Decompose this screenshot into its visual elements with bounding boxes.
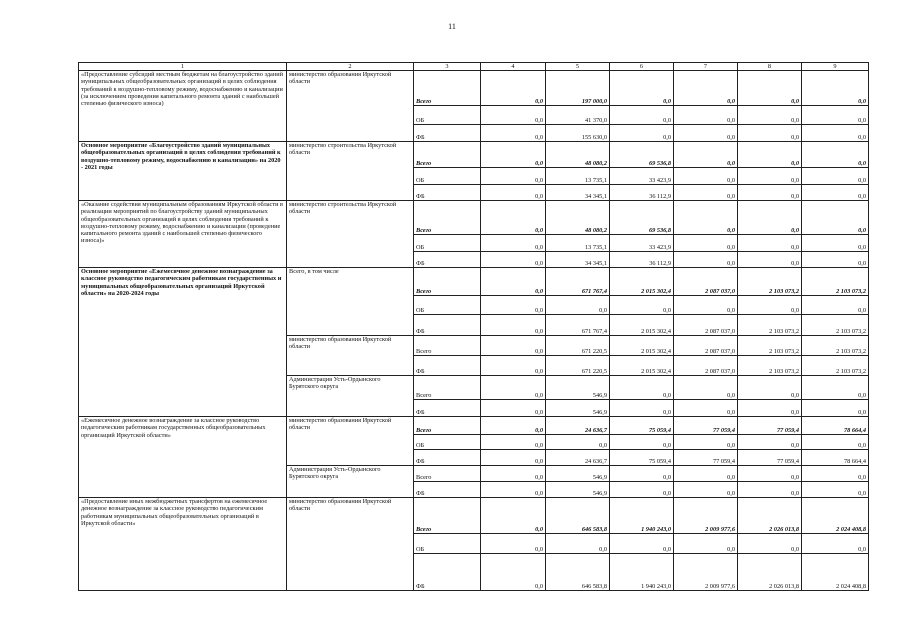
funding-source: ФБ: [414, 482, 481, 498]
value-cell: 2 024 408,8: [802, 498, 869, 534]
value-cell: 0,0: [674, 482, 738, 498]
funding-source: ФБ: [414, 356, 481, 376]
value-cell: 0,0: [674, 142, 738, 168]
value-cell: 2 103 073,2: [802, 336, 869, 356]
value-cell: 546,9: [546, 376, 610, 400]
value-cell: 69 536,8: [610, 201, 674, 235]
value-cell: 0,0: [674, 534, 738, 554]
value-cell: 671 220,5: [546, 356, 610, 376]
column-header: 8: [738, 63, 802, 71]
event-title: Основное мероприятие «Ежемесячное денежное вознаграждение за классное руководство педагогическим работникам государственных и муниципальных общеобразовательных организаций Иркутской области» на 2020-2024 годы: [79, 268, 287, 417]
value-cell: 48 080,2: [546, 142, 610, 168]
value-cell: 0,0: [610, 106, 674, 125]
value-cell: 2 015 302,4: [610, 268, 674, 296]
value-cell: 33 423,9: [610, 235, 674, 252]
value-cell: 2 009 977,6: [674, 554, 738, 591]
value-cell: 0,0: [738, 435, 802, 450]
funding-source: ФБ: [414, 554, 481, 591]
value-cell: 36 112,9: [610, 252, 674, 268]
table-row: [79, 268, 869, 296]
value-cell: 0,0: [802, 296, 869, 315]
value-cell: 13 735,1: [546, 168, 610, 185]
value-cell: 0,0: [674, 376, 738, 400]
value-cell: 0,0: [610, 400, 674, 417]
executor-cell: министерство строительства Иркутской области: [287, 201, 414, 268]
value-cell: 0,0: [481, 554, 546, 591]
funding-source: Всего: [414, 466, 481, 482]
value-cell: 0,0: [738, 71, 802, 106]
value-cell: 0,0: [738, 482, 802, 498]
funding-source: ФБ: [414, 450, 481, 466]
column-header: 7: [674, 63, 738, 71]
value-cell: 0,0: [610, 376, 674, 400]
value-cell: 36 112,9: [610, 185, 674, 201]
value-cell: 77 059,4: [674, 417, 738, 435]
executor-cell: Всего, в том числе: [287, 268, 414, 336]
value-cell: 75 059,4: [610, 450, 674, 466]
value-cell: 0,0: [674, 71, 738, 106]
funding-source: ОБ: [414, 168, 481, 185]
value-cell: 0,0: [610, 71, 674, 106]
value-cell: 0,0: [481, 235, 546, 252]
funding-source: ОБ: [414, 235, 481, 252]
table-row: [79, 498, 869, 534]
value-cell: 2 103 073,2: [802, 356, 869, 376]
value-cell: 2 103 073,2: [738, 336, 802, 356]
budget-table: [78, 62, 869, 591]
value-cell: 2 087 037,0: [674, 268, 738, 296]
value-cell: 0,0: [674, 185, 738, 201]
value-cell: 48 080,2: [546, 201, 610, 235]
value-cell: 2 103 073,2: [738, 315, 802, 336]
value-cell: 0,0: [481, 168, 546, 185]
value-cell: 0,0: [481, 376, 546, 400]
column-header: 9: [802, 63, 869, 71]
value-cell: 0,0: [802, 482, 869, 498]
funding-source: Всего: [414, 498, 481, 534]
value-cell: 197 000,0: [546, 71, 610, 106]
value-cell: 671 767,4: [546, 268, 610, 296]
value-cell: 24 636,7: [546, 450, 610, 466]
value-cell: 2 024 408,8: [802, 554, 869, 591]
event-title: «Оказание содействия муниципальным образованиям Иркутской области в реализации мероприятий по благоустройству зданий муниципальных общеобразовательных организаций в целях соблюдения требований к воздушно-тепловому режиму, водоснабжению и канализации (проведение капитального ремонта зданий с наибольшей степенью физического износа)»: [79, 201, 287, 268]
value-cell: 0,0: [738, 296, 802, 315]
value-cell: 2 103 073,2: [738, 268, 802, 296]
value-cell: 0,0: [481, 466, 546, 482]
value-cell: 0,0: [481, 336, 546, 356]
value-cell: 671 220,5: [546, 336, 610, 356]
value-cell: 0,0: [738, 376, 802, 400]
funding-source: ФБ: [414, 400, 481, 417]
table-row: [79, 142, 869, 168]
value-cell: 0,0: [481, 106, 546, 125]
executor-cell: министерство образования Иркутской области: [287, 498, 414, 591]
value-cell: 0,0: [738, 125, 802, 142]
value-cell: 0,0: [546, 296, 610, 315]
executor-cell: министерство строительства Иркутской области: [287, 142, 414, 201]
executor-cell: Администрация Усть-Ордынского Бурятского округа: [287, 466, 414, 498]
value-cell: 0,0: [481, 417, 546, 435]
value-cell: 646 583,8: [546, 498, 610, 534]
value-cell: 0,0: [802, 168, 869, 185]
value-cell: 0,0: [481, 356, 546, 376]
executor-cell: Администрация Усть-Ордынского Бурятского округа: [287, 376, 414, 417]
value-cell: 0,0: [610, 482, 674, 498]
value-cell: 2 026 013,8: [738, 498, 802, 534]
event-title: «Предоставление субсидий местным бюджетам на благоустройство зданий муниципальных общеобразовательных организаций в целях соблюдения требований к воздушно-тепловому режиму, водоснабжению и канализации (за исключением проведения капитального ремонта зданий с наибольшей степенью физического износа): [79, 71, 287, 142]
column-header: 5: [546, 63, 610, 71]
value-cell: 0,0: [481, 534, 546, 554]
value-cell: 78 664,4: [802, 450, 869, 466]
value-cell: 0,0: [610, 125, 674, 142]
value-cell: 13 735,1: [546, 235, 610, 252]
value-cell: 77 059,4: [738, 450, 802, 466]
value-cell: 0,0: [738, 400, 802, 417]
value-cell: 0,0: [738, 106, 802, 125]
value-cell: 0,0: [481, 268, 546, 296]
value-cell: 0,0: [802, 466, 869, 482]
value-cell: 0,0: [802, 252, 869, 268]
value-cell: 2 015 302,4: [610, 315, 674, 336]
funding-source: ОБ: [414, 296, 481, 315]
value-cell: 0,0: [481, 435, 546, 450]
value-cell: 0,0: [674, 125, 738, 142]
value-cell: 34 345,1: [546, 185, 610, 201]
event-title: «Предоставление иных межбюджетных трансфертов на ежемесячное денежное вознаграждение за классное руководство педагогическим работникам муниципальных общеобразовательных организаций в Иркутской области»: [79, 498, 287, 591]
value-cell: 0,0: [610, 466, 674, 482]
column-header: 3: [414, 63, 481, 71]
value-cell: 2 103 073,2: [802, 268, 869, 296]
funding-source: Всего: [414, 336, 481, 356]
value-cell: 0,0: [674, 201, 738, 235]
event-title: «Ежемесячное денежное вознаграждение за классное руководство педагогическим работникам государственных общеобразовательных организаций Иркутской области»: [79, 417, 287, 498]
funding-source: ФБ: [414, 185, 481, 201]
value-cell: 0,0: [802, 185, 869, 201]
value-cell: 77 059,4: [738, 417, 802, 435]
value-cell: 0,0: [738, 252, 802, 268]
funding-source: Всего: [414, 142, 481, 168]
value-cell: 0,0: [481, 315, 546, 336]
funding-source: Всего: [414, 71, 481, 106]
funding-source: Всего: [414, 376, 481, 400]
value-cell: 0,0: [738, 168, 802, 185]
value-cell: 0,0: [481, 296, 546, 315]
column-header: 2: [287, 63, 414, 71]
value-cell: 41 370,0: [546, 106, 610, 125]
value-cell: 0,0: [674, 435, 738, 450]
value-cell: 69 536,8: [610, 142, 674, 168]
value-cell: 0,0: [802, 400, 869, 417]
value-cell: 0,0: [674, 400, 738, 417]
value-cell: 1 940 243,0: [610, 498, 674, 534]
funding-source: ОБ: [414, 106, 481, 125]
value-cell: 0,0: [610, 435, 674, 450]
executor-cell: министерство образования Иркутской области: [287, 417, 414, 466]
value-cell: 0,0: [802, 534, 869, 554]
executor-cell: министерство образования Иркутской области: [287, 336, 414, 376]
value-cell: 0,0: [802, 235, 869, 252]
value-cell: 0,0: [738, 534, 802, 554]
value-cell: 0,0: [481, 125, 546, 142]
funding-source: ОБ: [414, 435, 481, 450]
value-cell: 0,0: [674, 296, 738, 315]
value-cell: 0,0: [546, 435, 610, 450]
value-cell: 671 767,4: [546, 315, 610, 336]
page-number: 11: [448, 22, 456, 31]
value-cell: 2 103 073,2: [802, 315, 869, 336]
value-cell: 1 940 243,0: [610, 554, 674, 591]
value-cell: 0,0: [802, 142, 869, 168]
value-cell: 0,0: [738, 185, 802, 201]
value-cell: 24 636,7: [546, 417, 610, 435]
value-cell: 2 087 037,0: [674, 315, 738, 336]
event-title: Основное мероприятие «Благоустройство зданий муниципальных общеобразовательных организаций в целях соблюдения требований к воздушно-тепловому режиму, водоснабжению и канализации» на 2020 - 2021 годы: [79, 142, 287, 201]
value-cell: 0,0: [738, 466, 802, 482]
value-cell: 0,0: [802, 125, 869, 142]
value-cell: 0,0: [674, 466, 738, 482]
value-cell: 0,0: [738, 201, 802, 235]
funding-source: Всего: [414, 417, 481, 435]
value-cell: 0,0: [481, 185, 546, 201]
value-cell: 0,0: [610, 296, 674, 315]
value-cell: 0,0: [481, 201, 546, 235]
value-cell: 2 026 013,8: [738, 554, 802, 591]
column-header: 6: [610, 63, 674, 71]
value-cell: 77 059,4: [674, 450, 738, 466]
funding-source: ФБ: [414, 125, 481, 142]
value-cell: 0,0: [674, 235, 738, 252]
value-cell: 78 664,4: [802, 417, 869, 435]
table-row: [79, 417, 869, 435]
value-cell: 2 087 037,0: [674, 336, 738, 356]
funding-source: ФБ: [414, 315, 481, 336]
header-row: [79, 63, 869, 71]
executor-cell: министерство образования Иркутской области: [287, 71, 414, 142]
value-cell: 34 345,1: [546, 252, 610, 268]
value-cell: 546,9: [546, 400, 610, 417]
value-cell: 0,0: [738, 235, 802, 252]
value-cell: 646 583,8: [546, 554, 610, 591]
value-cell: 0,0: [481, 498, 546, 534]
column-header: 1: [79, 63, 287, 71]
value-cell: 0,0: [802, 106, 869, 125]
table-row: [79, 201, 869, 235]
value-cell: 33 423,9: [610, 168, 674, 185]
value-cell: 0,0: [481, 252, 546, 268]
value-cell: 0,0: [674, 106, 738, 125]
value-cell: 0,0: [481, 400, 546, 417]
column-header: 4: [481, 63, 546, 71]
value-cell: 546,9: [546, 482, 610, 498]
funding-source: ОБ: [414, 534, 481, 554]
table-row: [79, 71, 869, 106]
value-cell: 2 015 302,4: [610, 356, 674, 376]
value-cell: 546,9: [546, 466, 610, 482]
value-cell: 0,0: [802, 71, 869, 106]
value-cell: 2 087 037,0: [674, 356, 738, 376]
value-cell: 0,0: [802, 435, 869, 450]
value-cell: 2 103 073,2: [738, 356, 802, 376]
value-cell: 2 015 302,4: [610, 336, 674, 356]
value-cell: 155 630,0: [546, 125, 610, 142]
value-cell: 0,0: [610, 534, 674, 554]
value-cell: 0,0: [674, 252, 738, 268]
value-cell: 0,0: [546, 534, 610, 554]
value-cell: 0,0: [802, 376, 869, 400]
value-cell: 0,0: [481, 482, 546, 498]
value-cell: 0,0: [481, 450, 546, 466]
value-cell: 75 059,4: [610, 417, 674, 435]
value-cell: 2 009 977,6: [674, 498, 738, 534]
value-cell: 0,0: [481, 71, 546, 106]
value-cell: 0,0: [802, 201, 869, 235]
value-cell: 0,0: [738, 142, 802, 168]
value-cell: 0,0: [674, 168, 738, 185]
funding-source: ФБ: [414, 252, 481, 268]
value-cell: 0,0: [481, 142, 546, 168]
funding-source: Всего: [414, 201, 481, 235]
funding-source: Всего: [414, 268, 481, 296]
